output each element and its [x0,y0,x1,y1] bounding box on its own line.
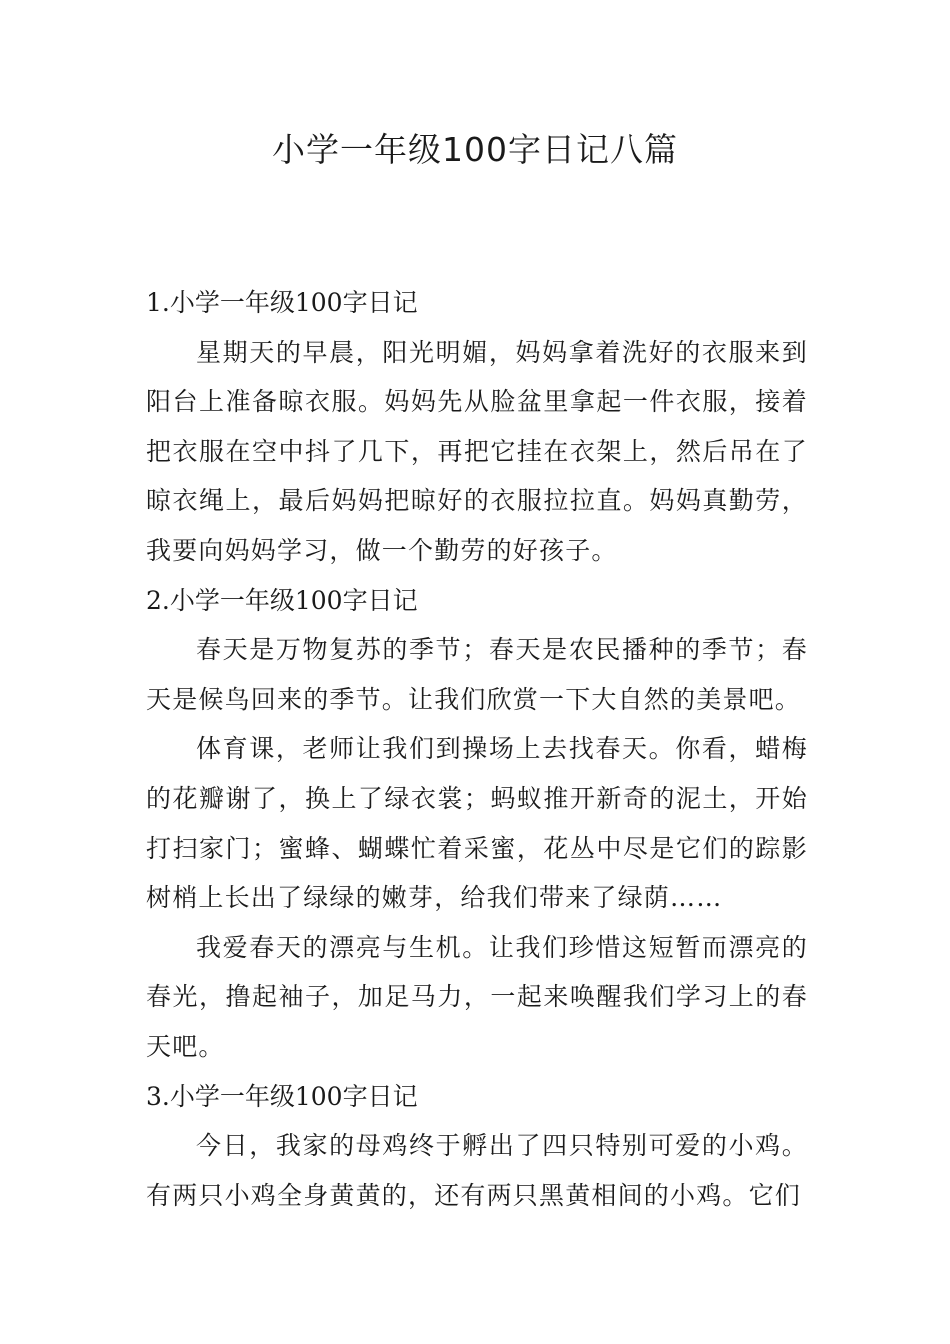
paragraph: 我爱春天的漂亮与生机。让我们珍惜这短暂而漂亮的春光，撸起袖子，加足马力，一起来唤醒我们学习上的春天吧。 [146,932,808,1061]
section-2 [146,576,808,1072]
paragraph: 体育课，老师让我们到操场上去找春天。你看，蜡梅的花瓣谢了，换上了绿衣裳；蚂蚁推开新奇的泥土，开始打扫家门；蜜蜂、蝴蝶忙着采蜜，花丛中尽是它们的踪影树梢上长出了绿绿的嫩芽，给我们带来了绿荫…… [146,734,808,913]
document-title: 小学一年级100字日记八篇 [272,130,678,169]
paragraph: 今日，我家的母鸡终于孵出了四只特别可爱的小鸡。有两只小鸡全身黄黄的，还有两只黑黄相间的小鸡。它们 [146,1131,808,1210]
section-heading: 1.小学一年级100字日记 [146,288,418,317]
document-body [146,278,808,1220]
section-3 [146,1072,808,1221]
section-heading: 3.小学一年级100字日记 [146,1081,418,1111]
section-heading: 2.小学一年级100字日记 [146,585,418,615]
section-1 [146,278,808,576]
paragraph: 春天是万物复苏的季节；春天是农民播种的季节；春天是候鸟回来的季节。让我们欣赏一下大自然的美景吧。 [146,635,808,714]
paragraph: 星期天的早晨，阳光明媚，妈妈拿着洗好的衣服来到阳台上准备晾衣服。妈妈先从脸盆里拿起一件衣服，接着把衣服在空中抖了几下，再把它挂在衣架上，然后吊在了晾衣绳上，最后妈妈把晾好的衣服拉拉直。妈妈真勤劳，我要向妈妈学习，做一个勤劳的好孩子。 [146,337,808,565]
